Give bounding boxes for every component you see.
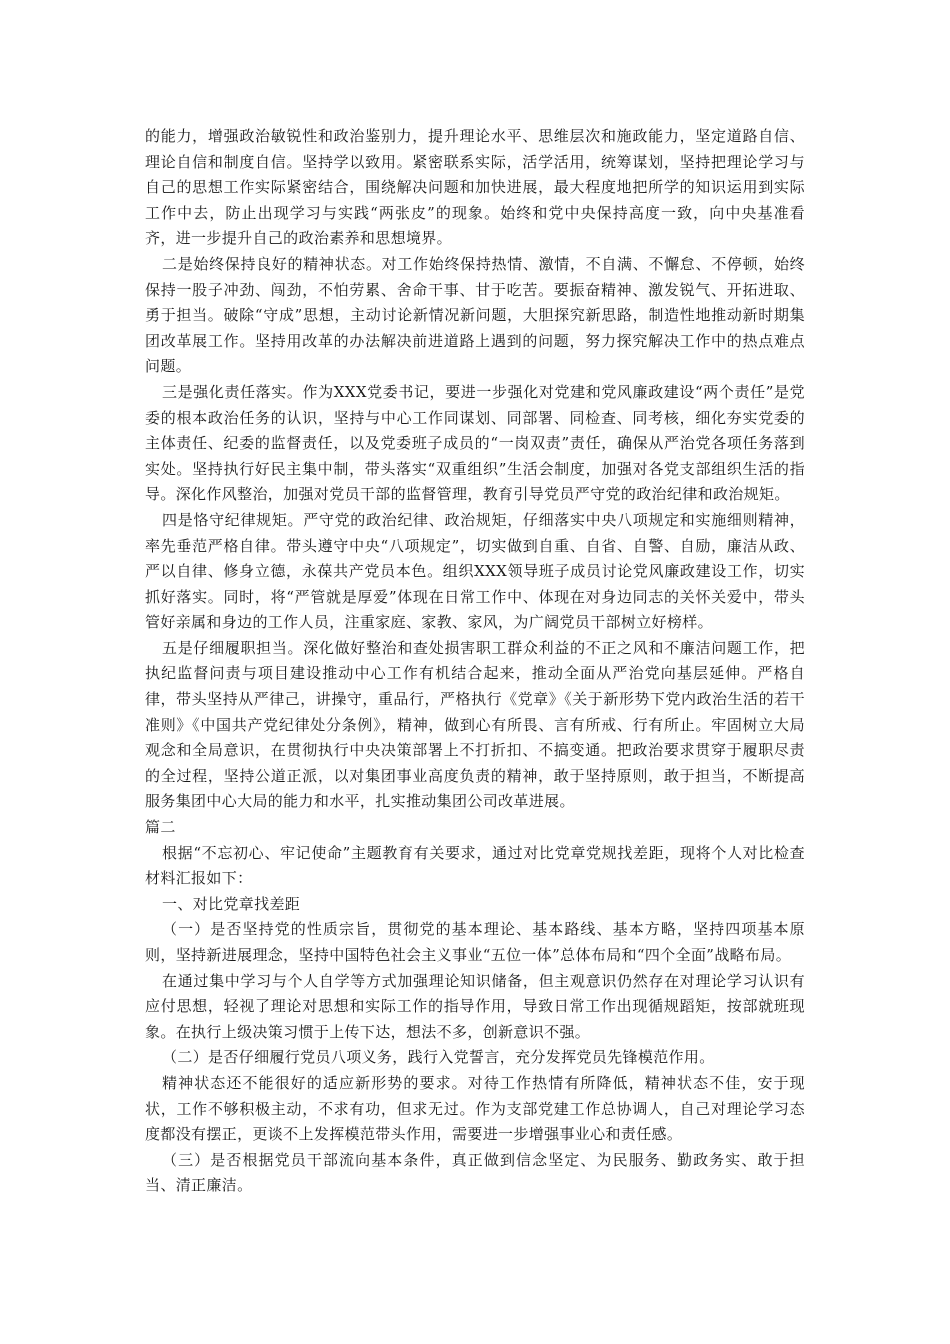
paragraph-11: （三）是否根据党员干部流向基本条件，真正做到信念坚定、为民服务、勤政务实、敢于担当、清正廉洁。 xyxy=(145,1150,805,1195)
paragraph-1: 的能力，增强政治敏锐性和政治鉴别力，提升理论水平、思维层次和施政能力，坚定道路自信、理论自信和制度自信。坚持学以致用。紧密联系实际，活学活用，统筹谋划，坚持把理论学习与自己的思想工作实际紧密结合，围绕解决问题和加快进展，最大程度地把所学的知识运用到实际工作中去，防止出现学习与实践“两张皮”的现象。始终和党中央保持高度一致，向中央基准看齐，进一步提升自己的政治素养和思想境界。 xyxy=(145,127,805,248)
paragraph-6: 根据“不忘初心、牢记使命”主题教育有关要求，通过对比党章党规找差距，现将个人对比检查材料汇报如下： xyxy=(145,843,805,888)
paragraph-3: 三是强化责任落实。作为XXX党委书记，要进一步强化对党建和党风廉政建设“两个责任”是党委的根本政治任务的认识，坚持与中心工作同谋划、同部署、同检查、同考核，细化夯实党委的主体责任、纪委的监督责任，以及党委班子成员的“一岗双责”责任，确保从严治党各项任务落到实处。坚持执行好民主集中制，带头落实“双重组织”生活会制度，加强对各党支部组织生活的指导。深化作风整治，加强对党员干部的监督管理，教育引导党员严守党的政治纪律和政治规矩。 xyxy=(145,382,805,504)
section-heading: 篇二 xyxy=(145,818,176,837)
paragraph-7: （一）是否坚持党的性质宗旨，贯彻党的基本理论、基本路线、基本方略，坚持四项基本原则，坚持新进展理念，坚持中国特色社会主义事业“五位一体”总体布局和“四个全面”战略布局。 xyxy=(145,920,805,964)
paragraph-2: 二是始终保持良好的精神状态。对工作始终保持热情、激情，不自满、不懈怠、不停顿，始终保持一股子冲劲、闯劲，不怕劳累、舍命干事、甘于吃苦。要振奋精神、激发锐气、开拓进取、勇于担当。破除“守成”思想，主动讨论新情况新问题，大胆探究新思路，制造性地推动新时期集团改革展工作。坚持用改革的办法解决前进道路上遇到的问题，努力探究解决工作中的热点难点问题。 xyxy=(145,254,805,376)
subheading-1: 一、对比党章找差距 xyxy=(162,894,301,913)
paragraph-9: （二）是否仔细履行党员八项义务，践行入党誓言，充分发挥党员先锋模范作用。 xyxy=(162,1048,715,1067)
paragraph-5: 五是仔细履职担当。深化做好整治和查处损害职工群众利益的不正之风和不廉洁问题工作，把执纪监督问责与项目建设推动中心工作有机结合起来，推动全面从严治党向基层延伸。严格自律，带头坚持从严律己，讲操守，重品行，严格执行《党章》《关于新形势下党内政治生活的若干准则》《中国共产党纪律处分条例》，精神，做到心有所畏、言有所戒、行有所止。牢固树立大局观念和全局意识，在贯彻执行中央决策部署上不打折扣、不搞变通。把政治要求贯穿于履职尽责的全过程，坚持公道正派，以对集团事业高度负责的精神，敢于坚持原则，敢于担当，不断提高服务集团中心大局的能力和水平，扎实推动集团公司改革进展。 xyxy=(145,638,805,811)
paragraph-10: 精神状态还不能很好的适应新形势的要求。对待工作热情有所降低，精神状态不佳，安于现状，工作不够积极主动，不求有功，但求无过。作为支部党建工作总协调人，自己对理论学习态度都没有摆正，更谈不上发挥模范带头作用，需要进一步增强事业心和责任感。 xyxy=(145,1073,805,1144)
paragraph-4: 四是恪守纪律规矩。严守党的政治纪律、政治规矩，仔细落实中央八项规定和实施细则精神，率先垂范严格自律。带头遵守中央“八项规定”，切实做到自重、自省、自警、自励，廉洁从政、严以自律、修身立德，永葆共产党员本色。组织XXX领导班子成员讨论党风廉政建设工作，切实抓好落实。同时，将“严管就是厚爱”体现在日常工作中、体现在对身边同志的关怀关爱中，带头管好亲属和身边的工作人员，注重家庭、家教、家风，为广阔党员干部树立好榜样。 xyxy=(145,510,805,632)
paragraph-8: 在通过集中学习与个人自学等方式加强理论知识储备，但主观意识仍然存在对理论学习认识有应付思想，轻视了理论对思想和实际工作的指导作用，导致日常工作出现循规蹈矩，按部就班现象。在执行上级决策习惯于上传下达，想法不多，创新意识不强。 xyxy=(145,971,805,1041)
document-body xyxy=(145,124,805,1199)
